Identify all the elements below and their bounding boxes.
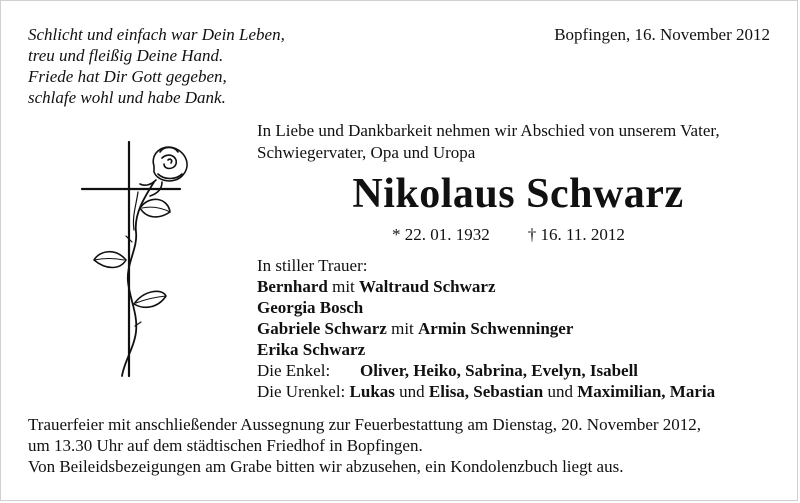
intro-line: In Liebe und Dankbarkeit nehmen wir Abschied von unserem Vater, [257,121,720,140]
grandchildren-names: Oliver, Heiko, Sabrina, Evelyn, Isabell [360,361,639,380]
mourner-row [257,276,715,297]
mourner-name: Erika Schwarz [257,340,366,359]
connector-text: und [543,382,578,401]
mourner-name: Georgia Bosch [257,298,364,317]
funeral-info-line: Trauerfeier mit anschließender Aussegnung zur Feuerbestattung am Dienstag, 20. November 2012, [28,415,702,434]
poem-line: Friede hat Dir Gott gegeben, [28,67,227,86]
grandchildren-row [257,360,715,381]
funeral-info-line: um 13.30 Uhr auf dem städtischen Friedhof in Bopfingen. [28,436,423,455]
death-date: † 16. 11. 2012 [527,225,625,244]
mourner-name: Bernhard [257,277,328,296]
poem-line: treu und fleißig Deine Hand. [28,46,224,65]
poem [28,24,285,108]
mourner-row [257,297,715,318]
great-grandchildren-label: Die Urenkel: [257,382,346,401]
birth-date: * 22. 01. 1932 [392,225,490,244]
great-grandchild-name: Lukas [349,382,395,401]
mourner-row [257,339,715,360]
grandchildren-label: Die Enkel: [257,361,331,380]
cross-with-rose-icon [78,136,208,386]
mourner-name: Gabriele Schwarz [257,319,387,338]
funeral-info-line: Von Beileidsbezeigungen am Grabe bitten wir abzusehen, ein Kondolenzbuch liegt aus. [28,457,624,476]
funeral-info [28,414,701,477]
mourners-list [257,255,715,402]
connector-text: mit [386,319,419,338]
poem-line: Schlicht und einfach war Dein Leben, [28,25,285,44]
intro-text [257,120,720,164]
mourner-row [257,318,715,339]
intro-line: Schwiegervater, Opa und Uropa [257,143,476,162]
place-date: Bopfingen, 16. November 2012 [554,25,770,44]
great-grandchild-name: Elisa, Sebastian [428,382,544,401]
great-grandchild-name: Maximilian, Maria [577,382,716,401]
connector-text: und [394,382,429,401]
mourner-name: Armin Schwenninger [418,319,574,338]
life-dates [392,225,625,245]
deceased-name: Nikolaus Schwarz [352,171,684,217]
mourners-heading: In stiller Trauer: [257,256,368,275]
connector-text: mit [327,277,360,296]
mourner-name: Waltraud Schwarz [359,277,496,296]
great-grandchildren-row [257,381,715,402]
poem-line: schlafe wohl und habe Dank. [28,88,226,107]
